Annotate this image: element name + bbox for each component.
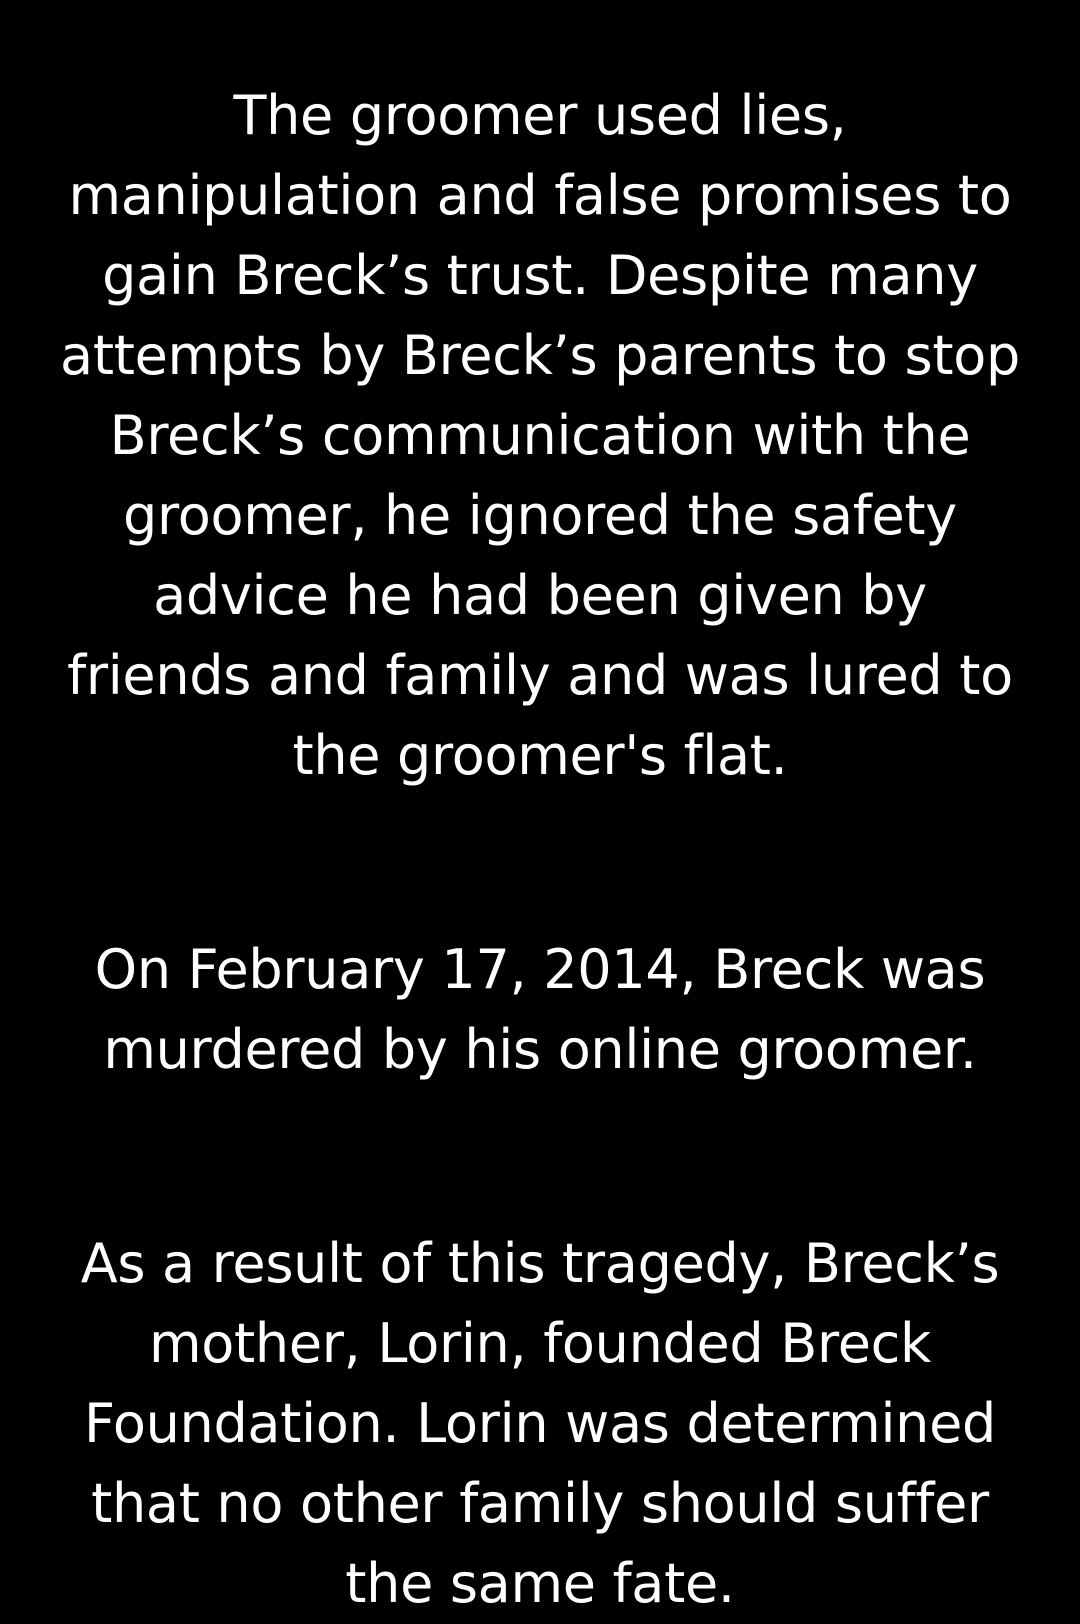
paragraph-incident: The groomer used lies, manipulation and false promises to gain Breck’s trust. Despite many attempts by Breck’s parents to stop Breck’s communication with the groomer, he ignored the safety advice he had been given by friends and family and was lured to the groomer's flat.: [60, 84, 1037, 787]
paragraph-foundation: As a result of this tragedy, Breck’s mother, Lorin, founded Breck Foundation. Lorin was determined that no other family should suffer the same fate.: [80, 1232, 1017, 1615]
paragraph-date: On February 17, 2014, Breck was murdered by his online groomer.: [94, 938, 1003, 1081]
